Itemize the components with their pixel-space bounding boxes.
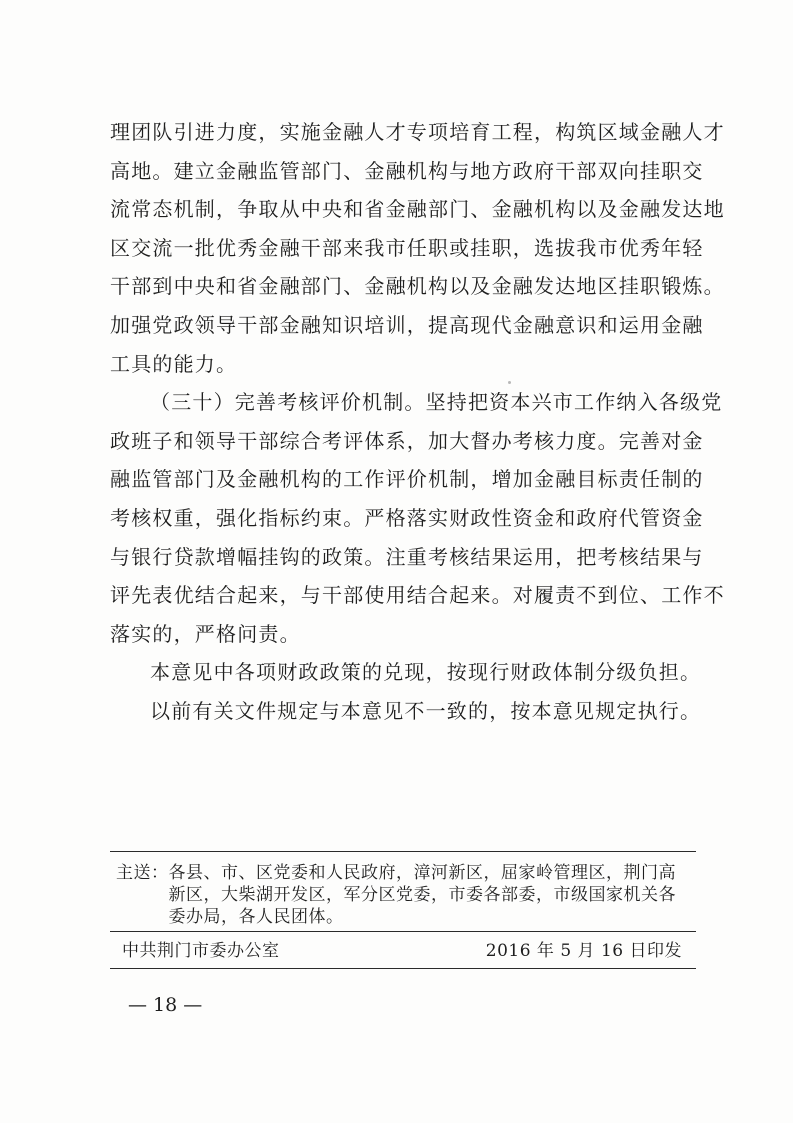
issue-info (122, 940, 682, 962)
body-line: 考核权重，强化指标约束。严格落实财政性资金和政府代管资金 (110, 505, 704, 530)
body-line: 融监管部门及金融机构的工作评价机制，增加金融目标责任制的 (110, 467, 704, 492)
cc-line: 新区，大柴湖开发区，军分区党委，市委各部委，市级国家机关各 (168, 885, 676, 905)
issuer: 中共荆门市委办公室 (122, 941, 280, 961)
page-number: — 18 — (128, 994, 203, 1016)
cc-label: 主送： (116, 863, 169, 883)
body-line: 流常态机制，争取从中央和省金融部门、金融机构以及金融发达地 (110, 197, 725, 222)
footer-bottom-rule (110, 968, 696, 969)
cc-top-rule (110, 851, 696, 852)
body-line: 高地。建立金融监管部门、金融机构与地方政府干部双向挂职交 (110, 158, 704, 183)
issue-date: 2016 年 5 月 16 日印发 (485, 941, 682, 961)
body-line: 与银行贷款增幅挂钩的政策。注重考核结果运用，把考核结果与 (110, 544, 704, 569)
body-line: 评先表优结合起来，与干部使用结合起来。对履责不到位、工作不 (110, 583, 725, 608)
scan-speck (508, 381, 511, 384)
footer-top-rule (110, 931, 696, 932)
body-line: 理团队引进力度，实施金融人才专项培育工程，构筑区域金融人才 (110, 120, 725, 144)
body-line: 政班子和领导干部综合考评体系，加大督办考核力度。完善对金 (110, 428, 704, 453)
body-line: 干部到中央和省金融部门、金融机构以及金融发达地区挂职锻炼。 (110, 274, 725, 299)
body-line: 区交流一批优秀金融干部来我市任职或挂职，选拔我市优秀年轻 (110, 235, 704, 260)
fiscal-policy-note: 本意见中各项财政政策的兑现，按现行财政体制分级负担。 (150, 660, 702, 685)
body-line: 工具的能力。 (110, 351, 238, 376)
cc-line: 各县、市、区党委和人民政府，漳河新区，屈家岭管理区，荆门高 (168, 863, 676, 883)
body-line: 落实的，严格问责。 (110, 621, 301, 646)
document-body (110, 113, 725, 731)
distribution-list (116, 862, 691, 928)
section-30-heading-line: （三十）完善考核评价机制。坚持把资本兴市工作纳入各级党 (150, 390, 723, 415)
cc-line: 委办局，各人民团体。 (168, 907, 344, 927)
supersession-note: 以前有关文件规定与本意见不一致的，按本意见规定执行。 (150, 698, 702, 723)
body-line: 加强党政领导干部金融知识培训，提高现代金融意识和运用金融 (110, 312, 704, 337)
